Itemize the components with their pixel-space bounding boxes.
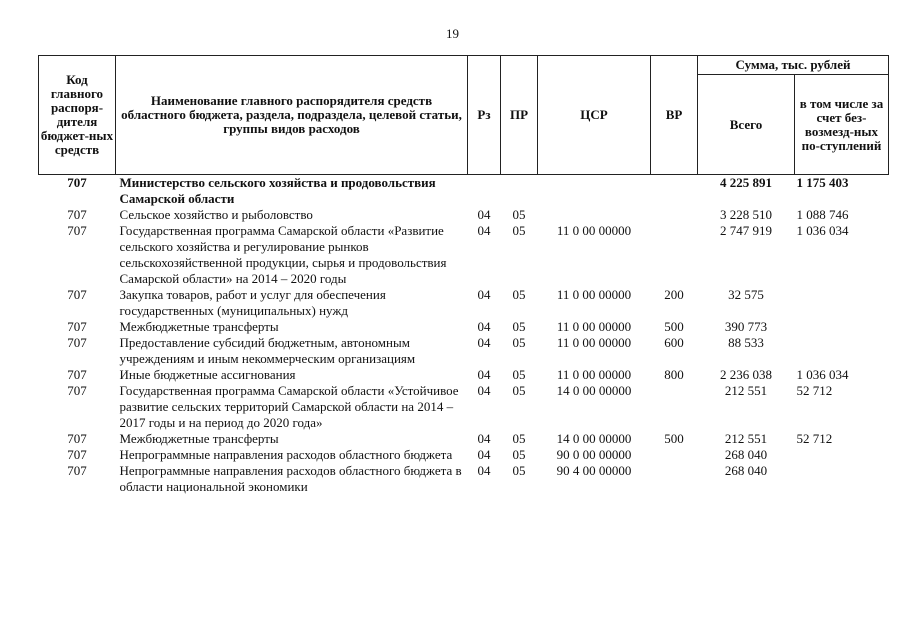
page-number: 19 [446,26,459,41]
table-row [39,335,889,367]
cell-rz [468,175,501,208]
cell-total: 4 225 891 [720,175,772,190]
cell-rz: 04 [477,463,491,478]
table-row [39,383,889,431]
cell-code: 707 [67,383,87,398]
table-row [39,287,889,319]
table-row [39,223,889,287]
cell-pr: 05 [512,383,526,398]
cell-total: 2 747 919 [720,223,772,238]
cell-grants: 1 036 034 [796,367,849,382]
cell-vr [651,383,698,431]
header-vr: ВР [651,56,698,175]
cell-code: 707 [67,207,87,222]
header-sum-group: Сумма, тыс. рублей [698,56,889,75]
budget-table [38,55,889,495]
cell-code: 707 [67,287,87,302]
cell-rz: 04 [477,447,491,462]
table-row [39,463,889,495]
cell-total: 32 575 [728,287,764,302]
cell-csr: 11 0 00 00000 [556,223,632,238]
cell-vr [651,463,698,495]
cell-vr [651,175,698,208]
cell-vr [651,223,698,287]
cell-rz: 04 [477,223,491,238]
cell-code: 707 [67,319,87,334]
cell-code: 707 [67,431,87,446]
cell-total: 268 040 [724,463,768,478]
cell-total: 3 228 510 [720,207,772,222]
cell-csr: 14 0 00 00000 [556,383,632,398]
cell-pr: 05 [512,463,526,478]
cell-rz: 04 [477,287,491,302]
cell-pr: 05 [512,287,526,302]
cell-total: 88 533 [728,335,764,350]
cell-rz: 04 [477,207,491,222]
cell-csr: 11 0 00 00000 [556,287,632,302]
cell-grants: 52 712 [796,431,833,446]
cell-total: 212 551 [724,383,768,398]
cell-pr: 05 [512,319,526,334]
cell-grants: 1 036 034 [796,223,849,238]
cell-name: Непрограммные направления расходов областного бюджета в области национальной экономики [119,463,462,494]
cell-rz: 04 [477,335,491,350]
cell-csr: 90 4 00 00000 [556,463,632,478]
cell-rz: 04 [477,319,491,334]
cell-total: 2 236 038 [720,367,772,382]
cell-name: Предоставление субсидий бюджетным, автономным учреждениям и иным некоммерческим организациям [119,335,416,366]
cell-code: 707 [67,463,87,478]
cell-pr: 05 [512,207,526,222]
cell-grants [795,335,889,367]
cell-grants: 52 712 [796,383,833,398]
cell-name: Министерство сельского хозяйства и продовольствия Самарской области [119,175,436,206]
header-code: Код главного распоря-дителя бюджет-ных средств [39,56,116,175]
cell-csr: 11 0 00 00000 [556,319,632,334]
cell-name: Межбюджетные трансферты [119,319,279,334]
cell-code: 707 [67,175,87,190]
cell-vr [651,447,698,463]
table-row [39,175,889,208]
table-row [39,207,889,223]
cell-grants [795,463,889,495]
cell-csr: 11 0 00 00000 [556,335,632,350]
cell-pr: 05 [512,367,526,382]
cell-total: 268 040 [724,447,768,462]
cell-csr [538,175,651,208]
cell-grants [795,287,889,319]
cell-grants [795,319,889,335]
cell-total: 212 551 [724,431,768,446]
table-body [39,175,889,496]
cell-pr: 05 [512,335,526,350]
cell-name: Государственная программа Самарской области «Развитие сельского хозяйства и регулирование рынков сельскохозяйственной продукции, сырья и продовольствия Самарской области» на 2014 – 2020 годы [119,223,447,286]
cell-rz: 04 [477,431,491,446]
cell-name: Сельское хозяйство и рыболовство [119,207,313,222]
cell-grants: 1 175 403 [796,175,849,190]
cell-total: 390 773 [724,319,768,334]
cell-name: Иные бюджетные ассигнования [119,367,296,382]
cell-rz: 04 [477,383,491,398]
cell-vr: 500 [664,431,684,446]
cell-csr [538,207,651,223]
header-grants: в том числе за счет без-возмезд-ных по-ступлений [795,75,889,175]
header-csr: ЦСР [538,56,651,175]
cell-pr: 05 [512,431,526,446]
cell-name: Государственная программа Самарской области «Устойчивое развитие сельских территорий Самарской области на 2014 – 2017 годы и на период до 2020 года» [119,383,459,430]
table-row [39,367,889,383]
header-name: Наименование главного распорядителя средств областного бюджета, раздела, подраздела, целевой статьи, группы видов расходов [116,56,468,175]
cell-csr: 14 0 00 00000 [556,431,632,446]
header-total: Всего [698,75,795,175]
cell-vr: 200 [664,287,684,302]
cell-name: Закупка товаров, работ и услуг для обеспечения государственных (муниципальных) нужд [119,287,386,318]
cell-code: 707 [67,447,87,462]
cell-pr: 05 [512,447,526,462]
cell-csr: 90 0 00 00000 [556,447,632,462]
table-row [39,447,889,463]
cell-grants: 1 088 746 [796,207,849,222]
cell-grants [795,447,889,463]
cell-vr: 800 [664,367,684,382]
cell-rz: 04 [477,367,491,382]
table-row [39,319,889,335]
cell-pr [501,175,538,208]
cell-pr: 05 [512,223,526,238]
table-row [39,431,889,447]
cell-name: Межбюджетные трансферты [119,431,279,446]
cell-vr [651,207,698,223]
header-pr: ПР [501,56,538,175]
cell-csr: 11 0 00 00000 [556,367,632,382]
header-rz: Рз [468,56,501,175]
cell-code: 707 [67,223,87,238]
cell-name: Непрограммные направления расходов областного бюджета [119,447,453,462]
cell-vr: 600 [664,335,684,350]
cell-vr: 500 [664,319,684,334]
cell-code: 707 [67,367,87,382]
cell-code: 707 [67,335,87,350]
